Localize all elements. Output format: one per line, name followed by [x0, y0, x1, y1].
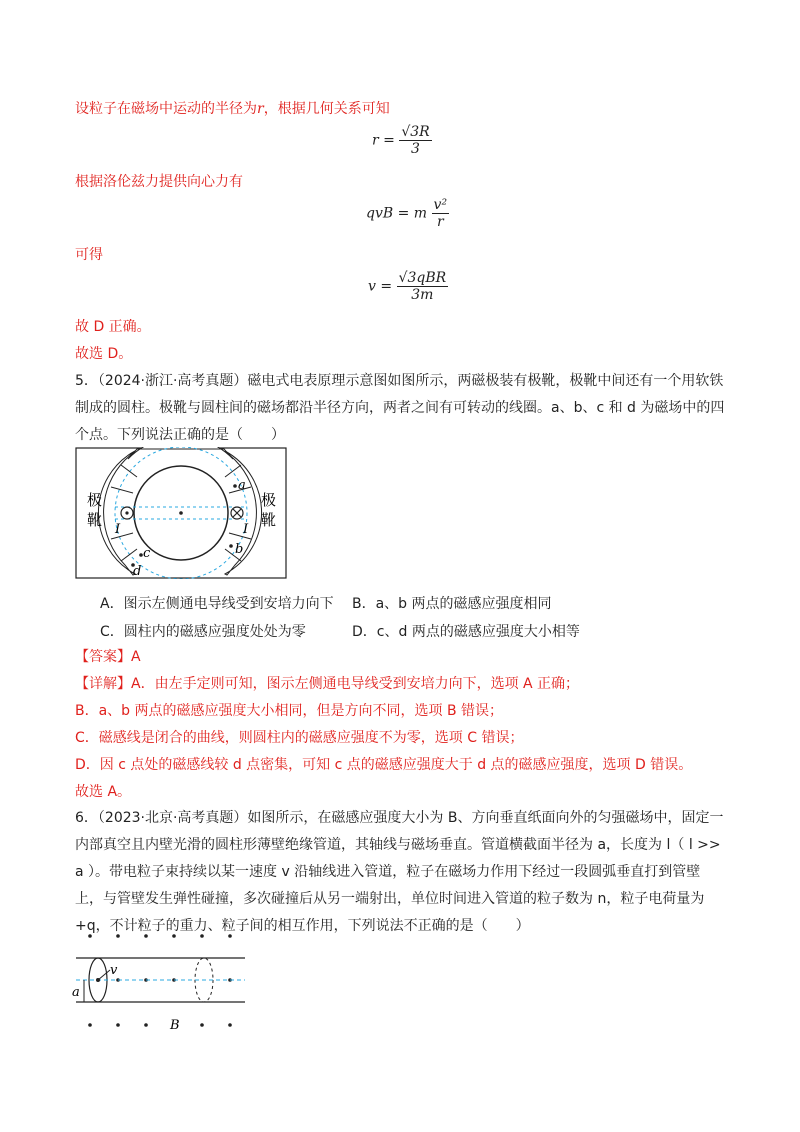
- formula-radius: [372, 124, 432, 157]
- label-pole-left-1: 极: [87, 491, 103, 509]
- option-b: B．a、b 两点的磁感应强度相同: [352, 596, 552, 612]
- option-a: A．图示左侧通电导线受到安培力向下: [100, 596, 334, 612]
- label-point-a: a: [238, 478, 246, 493]
- fraction: [397, 270, 449, 303]
- denominator: r: [436, 214, 444, 230]
- explanation-c: C．磁感线是闭合的曲线，则圆柱内的磁感应强度不为零，选项 C 错误；: [75, 730, 524, 746]
- explanation-d: D．因 c 点处的磁感线较 d 点密集，可知 c 点的磁感应强度大于 d 点的磁感应强度，选项 D 错误。: [75, 757, 693, 773]
- pipe-in-field-figure: [70, 928, 255, 1033]
- magnetic-meter-figure: [75, 447, 287, 579]
- explanation-a: 【详解】A．由左手定则可知，图示左侧通电导线受到安培力向下，选项 A 正确；: [75, 676, 580, 692]
- numerator: √3qBR: [398, 270, 447, 286]
- solution-line-lorentz: 根据洛伦兹力提供向心力有: [75, 174, 243, 190]
- answer-label: 【答案】A: [75, 649, 141, 665]
- formula-lhs: v =: [368, 278, 393, 295]
- label-radius: a: [72, 985, 80, 1000]
- label-current-right: I: [243, 522, 249, 537]
- option-c: C．圆柱内的磁感应强度处处为零: [100, 624, 306, 640]
- conclusion-d-correct: 故 D 正确。: [75, 319, 151, 335]
- option-d: D．c、d 两点的磁感应强度大小相等: [352, 624, 580, 640]
- label-velocity: v: [110, 963, 118, 978]
- formula-lhs: r =: [372, 132, 395, 149]
- formula-force: [366, 197, 449, 230]
- explanation-b: B．a、b 两点的磁感应强度大小相同，但是方向不同，选项 B 错误；: [75, 703, 504, 719]
- text: 设粒子在磁场中运动的半径为: [75, 101, 257, 117]
- denominator: 3m: [411, 287, 434, 303]
- label-pole-right-2: 靴: [261, 511, 277, 529]
- final-answer-a: 故选 A。: [75, 784, 132, 800]
- text: ，根据几何关系可知: [263, 101, 390, 117]
- fraction: [399, 124, 431, 157]
- label-current-left: I: [115, 522, 121, 537]
- numerator: v²: [433, 197, 448, 213]
- formula-lhs: qvB = m: [366, 205, 428, 222]
- label-point-d: d: [133, 564, 142, 579]
- formula-velocity: [368, 270, 448, 303]
- label-pole-right-1: 极: [261, 491, 277, 509]
- final-answer-d: 故选 D。: [75, 346, 133, 362]
- label-point-b: b: [235, 542, 244, 557]
- numerator: √3R: [401, 124, 430, 140]
- fraction: [432, 197, 450, 230]
- variable-r: r: [257, 101, 264, 117]
- label-field: B: [170, 1018, 180, 1033]
- label-point-c: c: [143, 546, 151, 561]
- denominator: 3: [411, 141, 420, 157]
- question-6-text: 6．（2023·北京·高考真题）如图所示，在磁感应强度大小为 B、方向垂直纸面向外的匀强磁场中，固定一内部真空且内壁光滑的圆柱形薄壁绝缘管道，其轴线与磁场垂直。管道横截面半径为 a，长度为 l（ l >> a ）。带电粒子束持续以某一速度 v 沿轴线进入管道，粒子在磁场力作用下经过一段圆弧垂直打到管壁上，与管壁发生弹性碰撞，多次碰撞后从另一端射出，单位时间进入管道的粒子数为 n，粒子电荷量为 +q，不计粒子的重力、粒子间的相互作用，下列说法不正确的是（ ）: [75, 810, 724, 934]
- solution-line-radius: [75, 100, 390, 118]
- label-pole-left-2: 靴: [87, 511, 103, 529]
- question-5-text: 5．（2024·浙江·高考真题）磁电式电表原理示意图如图所示，两磁极装有极靴，极靴中间还有一个用软铁制成的圆柱。极靴与圆柱间的磁场都沿半径方向，两者之间有可转动的线圈。a、b、c 和 d 为磁场中的四个点。下列说法正确的是（ ）: [75, 373, 725, 443]
- solution-line-thus: 可得: [75, 247, 103, 263]
